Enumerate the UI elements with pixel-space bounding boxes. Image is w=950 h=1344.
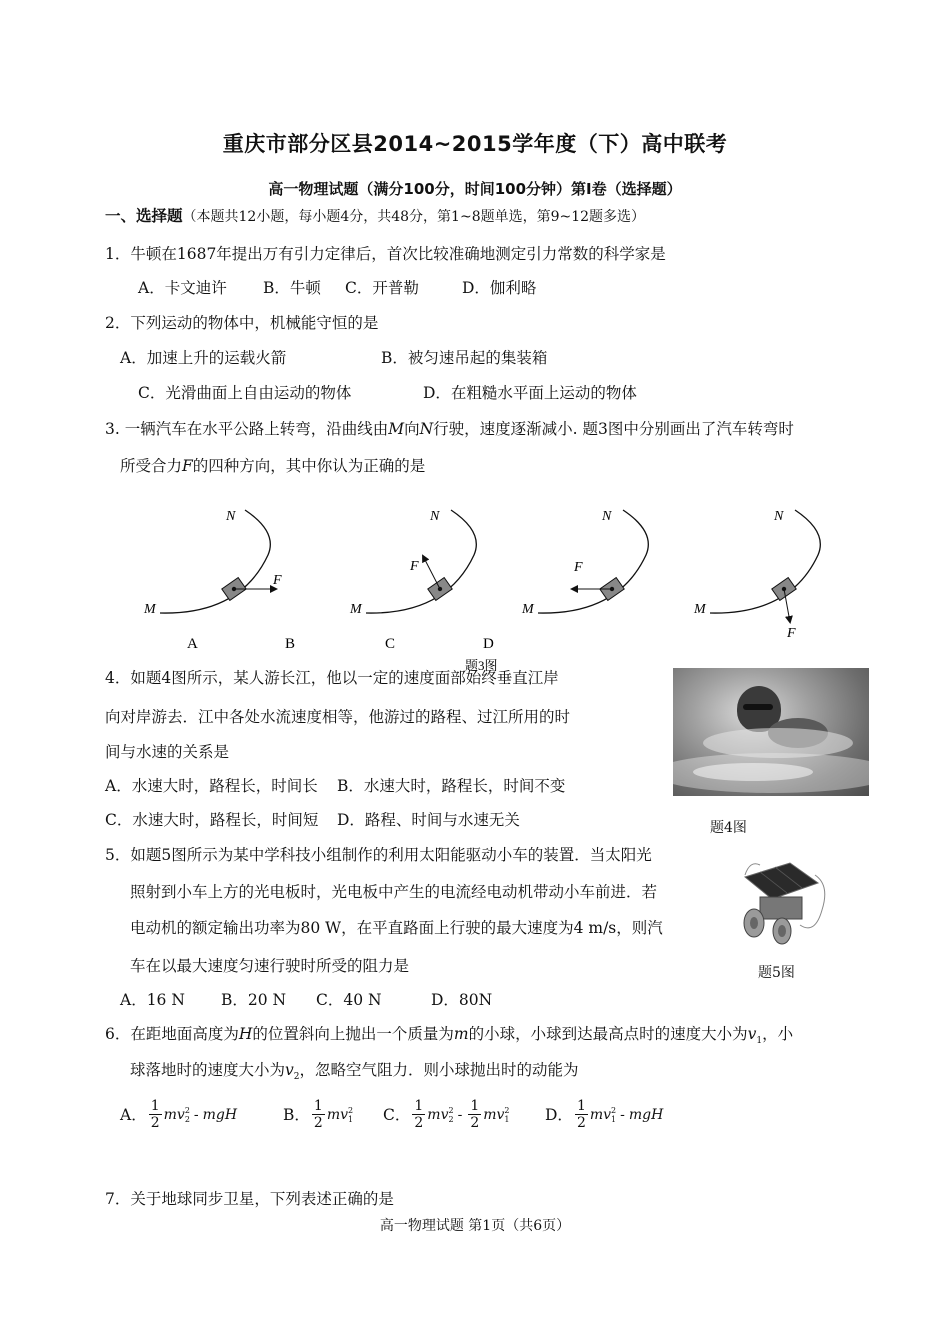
- q2-option-c: C．光滑曲面上自由运动的物体: [138, 384, 352, 402]
- q6-option-b: B． $\frac{1}{2}$ mv 2 1: [283, 1098, 354, 1131]
- goggles: [743, 704, 773, 710]
- q7-stem: 7．关于地球同步卫星，下列表述正确的是: [105, 1190, 394, 1208]
- q5-line3: 电动机的额定输出功率为80 W，在平直路面上行驶的最大速度为4 m/s，则汽: [130, 919, 663, 937]
- q5-line2: 照射到小车上方的光电板时，光电板中产生的电流经电动机带动小车前进．若: [130, 883, 658, 901]
- half-fraction: $\frac{1}{2}$: [150, 1098, 160, 1131]
- q6-option-d: D． $\frac{1}{2}$ mv 2 1 - mgH: [545, 1098, 664, 1131]
- q5-option-a: A．16 N: [120, 991, 185, 1009]
- q3-diagram-a: [143, 509, 282, 617]
- q6-line1: 6．在距地面高度为H的位置斜向上抛出一个质量为m的小球，小球到达最高点时的速度大小为$v_1$，小: [105, 1025, 794, 1047]
- exam-subtitle: 高一物理试题（满分100分，时间100分钟）第Ⅰ卷（选择题）: [268, 180, 682, 198]
- q1-option-d: D．伽利略: [462, 279, 537, 297]
- q4-figure-caption: 题4图: [710, 820, 747, 836]
- section-note: （本题共12小题，每小题4分，共48分，第1~8题单选，第9~12题多选）: [182, 209, 646, 225]
- q4-option-c: C．水速大时，路程长，时间短: [105, 811, 319, 829]
- q3-c-force-label: F: [574, 560, 583, 575]
- q5-option-d: D．80N: [431, 991, 493, 1009]
- q3-a-m-label: M: [144, 602, 156, 617]
- q6-line2: 球落地时的速度大小为$v_2$，忽略空气阻力．则小球抛出时的动能为: [130, 1061, 579, 1083]
- q6-option-c: C． $\frac{1}{2}$ mv 2 2 - $\frac{1}{2}$ mv 2 1: [383, 1098, 510, 1131]
- half-fraction: $\frac{1}{2}$: [470, 1098, 480, 1131]
- page-footer: 高一物理试题 第1页（共6页）: [379, 1218, 571, 1234]
- q3-a-n-label: N: [226, 509, 236, 524]
- q3-d-force-label: F: [787, 626, 796, 641]
- q5-line1: 5．如题5图所示为某中学科技小组制作的利用太阳能驱动小车的装置．当太阳光: [105, 846, 652, 864]
- q3-diagram-d: [693, 509, 820, 641]
- half-fraction: $\frac{1}{2}$: [414, 1098, 424, 1131]
- q3-diagram-c: [521, 509, 648, 617]
- q2-option-d: D．在粗糙水平面上运动的物体: [423, 384, 637, 402]
- q3-c-n-label: N: [602, 509, 612, 524]
- q2-option-b: B．被匀速吊起的集装箱: [381, 349, 548, 367]
- q2-stem: 2．下列运动的物体中，机械能守恒的是: [105, 314, 379, 332]
- q1-stem: 1．牛顿在1687年提出万有引力定律后，首次比较准确地测定引力常数的科学家是: [105, 245, 666, 263]
- q3-stem-line1: 3. 一辆汽车在水平公路上转弯，沿曲线由M向N行驶，速度逐渐减小. 题3图中分别画出了汽车转弯时: [105, 420, 794, 438]
- q3-d-n-label: N: [774, 509, 784, 524]
- q3-figure-caption: 题3图: [465, 658, 498, 673]
- q3-diagram-b: [349, 509, 476, 617]
- half-fraction: $\frac{1}{2}$: [576, 1098, 586, 1131]
- q5-option-c: C．40 N: [316, 991, 382, 1009]
- car-body: [760, 897, 802, 919]
- q4-line1: 4．如题4图所示，某人游长江，他以一定的速度面部始终垂直江岸: [105, 669, 559, 687]
- q3-b-n-label: N: [430, 509, 440, 524]
- q1-option-c: C．开普勒: [345, 279, 419, 297]
- solar-car-photo: [730, 855, 835, 950]
- q4-option-b: B．水速大时，路程长，时间不变: [337, 777, 566, 795]
- half-fraction: $\frac{1}{2}$: [313, 1098, 323, 1131]
- q3-c-m-label: M: [522, 602, 534, 617]
- page-title: 重庆市部分区县2014~2015学年度（下）高中联考: [222, 132, 728, 156]
- q3-label-a: A: [187, 636, 198, 652]
- section-label: 一、选择题: [105, 207, 183, 225]
- solar-panel: [745, 863, 818, 899]
- q3-d-m-label: M: [694, 602, 706, 617]
- swimmer-photo: [673, 668, 869, 796]
- q4-option-a: A．水速大时，路程长，时间长: [105, 777, 318, 795]
- q1-option-a: A．卡文迪许: [138, 279, 227, 297]
- q5-figure-caption: 题5图: [758, 965, 795, 981]
- q3-figure: [130, 500, 830, 675]
- q3-b-m-label: M: [350, 602, 362, 617]
- q4-option-d: D．路程、时间与水速无关: [337, 811, 520, 829]
- q3-a-force-label: F: [273, 573, 282, 588]
- q5-option-b: B．20 N: [221, 991, 287, 1009]
- section-heading: [105, 206, 645, 227]
- q1-option-b: B．牛顿: [263, 279, 321, 297]
- q3-label-b: B: [285, 636, 296, 652]
- q2-option-a: A．加速上升的运载火箭: [120, 349, 287, 367]
- q4-line3: 间与水速的关系是: [105, 743, 230, 761]
- q3-label-c: C: [385, 636, 396, 652]
- q6-option-a: A． $\frac{1}{2}$ mv 2 2 - mgH: [120, 1098, 238, 1131]
- q3-b-force-label: F: [410, 559, 419, 574]
- q4-line2: 向对岸游去．江中各处水流速度相等，他游过的路程、过江所用的时: [105, 708, 571, 726]
- q3-label-d: D: [483, 636, 494, 652]
- q5-line4: 车在以最大速度匀速行驶时所受的阻力是: [130, 957, 410, 975]
- q3-stem-line2: 所受合力F的四种方向，其中你认为正确的是: [120, 457, 426, 475]
